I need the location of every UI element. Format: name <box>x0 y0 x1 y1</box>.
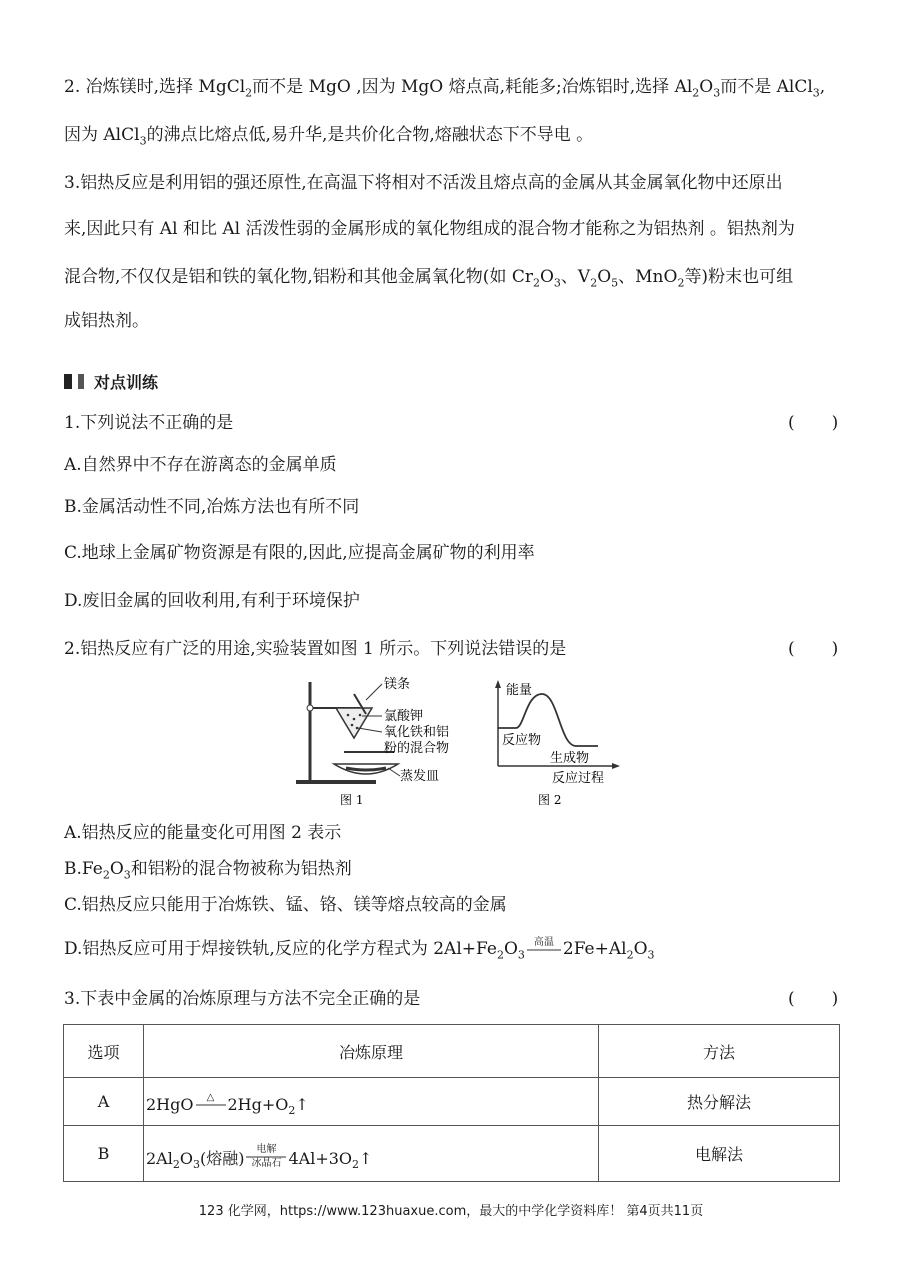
q2-answer-blank[interactable]: ( ) <box>788 639 840 659</box>
q2-option-d: D.铝热反应可用于焊接铁轨,反应的化学方程式为 $2Al+Fe_2O_3$ 高温 $2Fe+Al_2O_3$ <box>64 936 655 962</box>
label-mg-strip: 镁条 <box>384 677 411 692</box>
stand-base <box>296 780 376 784</box>
section-marker-icon <box>78 374 84 389</box>
intro-p3-line3: 混合物,不仅仅是铝和铁的氧化物,铝粉和其他金属氧化物(如 $Cr_2O_3$、$V_2O_5$、MnO$_2$等)粉末也可组 <box>64 267 794 290</box>
table-header-row <box>64 1025 840 1078</box>
q1-stem: 1.下列说法不正确的是 <box>64 413 234 433</box>
smelting-table <box>63 1024 840 1182</box>
q1-option-d: D.废旧金属的回收利用,有利于环境保护 <box>64 591 360 611</box>
funnel <box>336 708 372 738</box>
label-dish: 蒸发皿 <box>400 769 440 784</box>
figure-1-caption: 图 1 <box>340 793 364 807</box>
q3-answer-blank[interactable]: ( ) <box>788 989 840 1009</box>
y-axis-label: 能量 <box>506 683 533 698</box>
label-kclo3: 氯酸钾 <box>384 709 424 724</box>
q3-stem: 3.下表中金属的冶炼原理与方法不完全正确的是 <box>64 989 421 1009</box>
q1-option-a: A.自然界中不存在游离态的金属单质 <box>64 455 337 475</box>
intro-p2-line2: 因为 AlCl$_3$的沸点比熔点低,易升华,是共价化合物,熔融状态下不导电 。 <box>64 125 594 148</box>
intro-p3-line4: 成铝热剂。 <box>64 311 149 331</box>
header-principle: 冶炼原理 <box>144 1025 599 1078</box>
header-option: 选项 <box>64 1025 144 1078</box>
intro-p2-line1: 2. 冶炼镁时,选择 MgCl$_2$而不是 MgO ,因为 MgO 熔点高,耗能多;冶炼铝时,选择 $Al_2O_3$而不是 AlCl$_3$, <box>64 77 826 100</box>
section-marker-icon <box>64 374 72 389</box>
intro-p3-line2: 来,因此只有 Al 和比 Al 活泼性弱的金属形成的氧化物组成的混合物才能称之为铝热剂 。铝热剂为 <box>64 219 795 239</box>
q1-option-c: C.地球上金属矿物资源是有限的,因此,应提高金属矿物的利用率 <box>64 543 535 563</box>
page-footer: 123 化学网，https://www.123huaxue.com，最大的中学化学资料库！ 第4页共11页 <box>198 1204 704 1219</box>
reactant-label: 反应物 <box>502 733 542 748</box>
row-a-method: 热分解法 <box>599 1078 840 1126</box>
intro-p3-line1: 3.铝热反应是利用铝的强还原性,在高温下将相对不活泼且熔点高的金属从其金属氧化物中还原出 <box>64 173 783 193</box>
label-mixture-2: 粉的混合物 <box>384 741 450 756</box>
q2-option-b: $B.Fe_2O_3$和铝粉的混合物被称为铝热剂 <box>64 859 352 882</box>
q2-option-c: C.铝热反应只能用于冶炼铁、锰、铬、镁等熔点较高的金属 <box>64 895 507 915</box>
figure-1-apparatus <box>290 672 490 810</box>
table-row <box>64 1078 840 1126</box>
q1-option-b: B.金属活动性不同,冶炼方法也有所不同 <box>64 497 360 517</box>
q2-stem: 2.铝热反应有广泛的用途,实验装置如图 1 所示。下列说法错误的是 <box>64 639 567 659</box>
section-title-text: 对点训练 <box>94 373 159 392</box>
row-b-principle: $2Al_2O_3$(熔融) 电解 冰晶石 $4Al+3O_2↑$ <box>144 1126 599 1182</box>
clamp-knob <box>307 705 313 711</box>
header-method: 方法 <box>599 1025 840 1078</box>
row-a-option: A <box>64 1078 144 1126</box>
row-b-option: B <box>64 1126 144 1182</box>
table-row <box>64 1126 840 1182</box>
figure-2-energy-diagram <box>490 676 630 810</box>
product-label: 生成物 <box>550 751 590 766</box>
reaction-condition: 高温 <box>527 937 561 951</box>
q2-option-a: A.铝热反应的能量变化可用图 2 表示 <box>64 823 342 843</box>
figure-2-caption: 图 2 <box>538 793 562 807</box>
section-title <box>64 370 158 393</box>
row-a-principle: 2HgO △ $2Hg+O_2↑$ <box>144 1078 599 1126</box>
x-axis-label: 反应过程 <box>552 771 605 786</box>
q1-answer-blank[interactable]: ( ) <box>788 413 840 433</box>
label-mixture-1: 氧化铁和铝 <box>384 725 450 740</box>
row-b-method: 电解法 <box>599 1126 840 1182</box>
